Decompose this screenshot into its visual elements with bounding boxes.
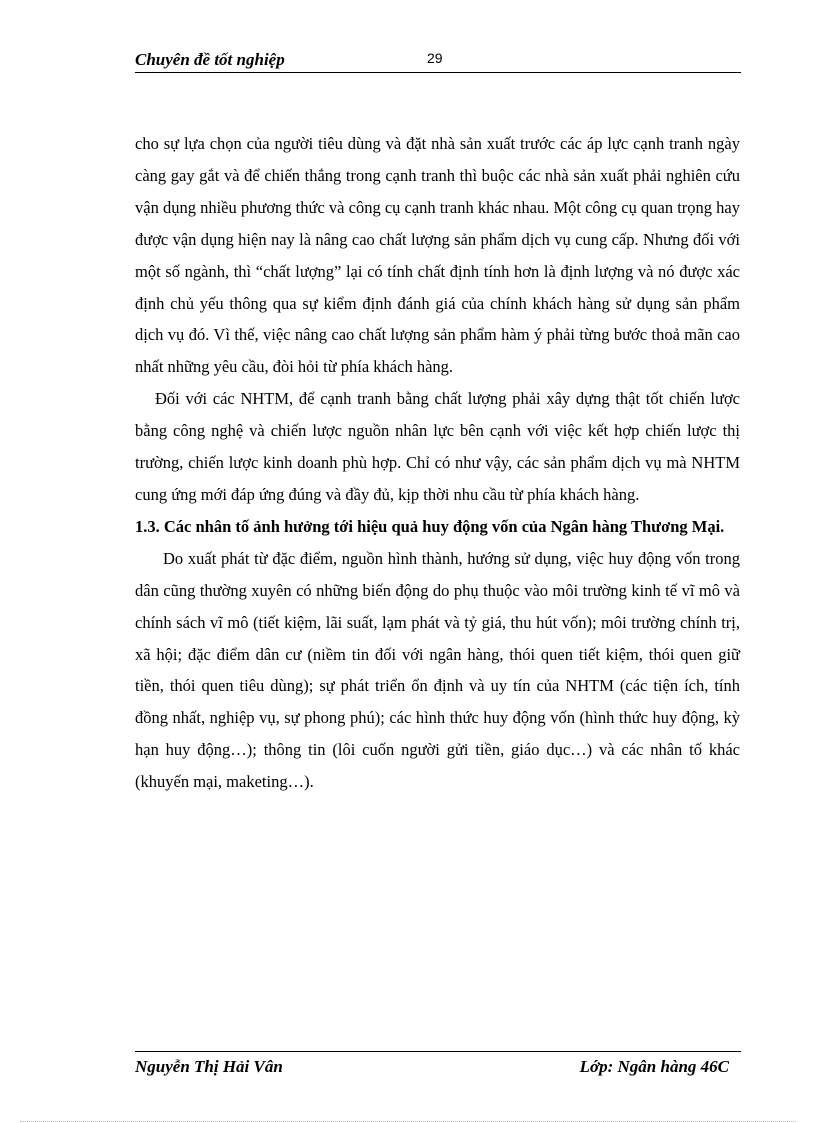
footer-author: Nguyễn Thị Hải Vân [135, 1057, 283, 1076]
footer-class: Lớp: Ngân hàng 46C [579, 1057, 729, 1076]
paragraph: Đối với các NHTM, để cạnh tranh bằng chất lượng phải xây dựng thật tốt chiến lược bằng công nghệ và chiến lược nguồn nhân lực bên cạnh với việc kết hợp chiến lược thị trường, chiến lược kinh doanh phù hợp. Chỉ có như vậy, các sản phẩm dịch vụ mà NHTM cung ứng mới đáp ứng đúng và đầy đủ, kịp thời nhu cầu từ phía khách hàng. [135, 389, 740, 504]
paragraph: Do xuất phát từ đặc điểm, nguồn hình thành, hướng sử dụng, việc huy động vốn trong dân cũng thường xuyên có những biến động do phụ thuộc vào môi trường kinh tế vĩ mô và chính sách vĩ mô (tiết kiệm, lãi suất, lạm phát và tỷ giá, thu hút vốn); môi trường chính trị, xã hội; đặc điểm dân cư (niềm tin đối với ngân hàng, thói quen tiết kiệm, thói quen giữ tiền, thói quen tiêu dùng); sự phát triển ổn định và uy tín của NHTM (các tiện ích, tính đồng nhất, nghiệp vụ, sự phong phú); các hình thức huy động vốn (hình thức huy động, kỳ hạn huy động…); thông tin (lôi cuốn người gửi tiền, giáo dục…) và các nhân tố khác (khuyến mại, maketing…). [135, 548, 740, 792]
page-edge-divider [20, 1121, 796, 1122]
header-title: Chuyên đề tốt nghiệp [135, 50, 285, 69]
paragraph: cho sự lựa chọn của người tiêu dùng và đặt nhà sản xuất trước các áp lực cạnh tranh ngày càng gay gắt và để chiến thắng trong cạnh tranh thì buộc các nhà sản xuất phải nghiên cứu vận dụng nhiều phương thức và công cụ cạnh tranh khác nhau. Một công cụ quan trọng hay được vận dụng hiện nay là nâng cao chất lượng sản phẩm dịch vụ cung cấp. Nhưng đối với một số ngành, thì “chất lượng” lại có tính chất định tính hơn là định lượng và nó được xác định chủ yếu thông qua sự kiểm định đánh giá của chính khách hàng sử dụng sản phẩm dịch vụ đó. Vì thế, việc nâng cao chất lượng sản phẩm hàm ý phải từng bước thoả mãn cao nhất những yêu cầu, đòi hỏi từ phía khách hàng. [135, 134, 740, 377]
document-body [135, 128, 740, 798]
page-number: 29 [427, 50, 443, 66]
section-heading: 1.3. Các nhân tố ảnh hưởng tới hiệu quả huy động vốn của Ngân hàng Thương Mại. [135, 516, 725, 536]
page-footer [135, 1051, 741, 1082]
page-header [135, 46, 741, 73]
